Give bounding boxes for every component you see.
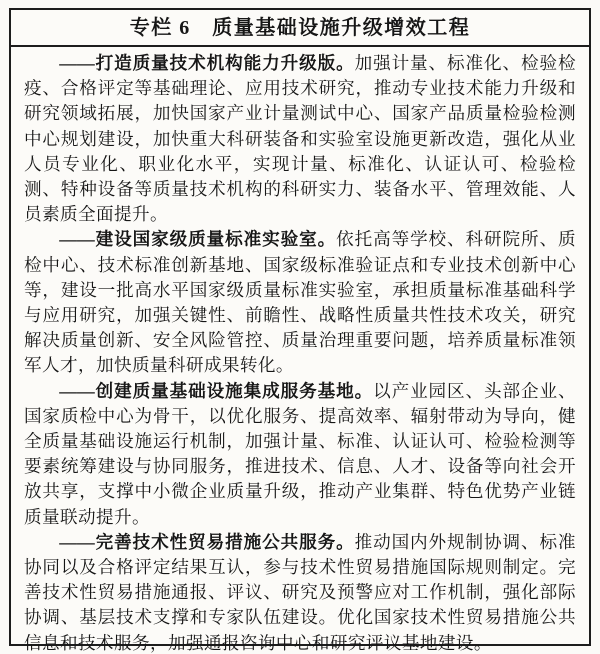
column-box: [9, 8, 591, 653]
paragraph-lead: ——建设国家级质量标准实验室。: [59, 229, 337, 250]
paragraph: [24, 379, 576, 530]
column-box-body: [11, 47, 589, 654]
paragraph: [24, 530, 576, 654]
paragraph: [24, 227, 576, 378]
paragraph: [24, 51, 576, 227]
paragraph-lead: ——创建质量基础设施集成服务基地。: [59, 380, 374, 401]
paragraph-lead: ——打造质量技术机构能力升级版。: [59, 53, 355, 73]
paragraph-text: 以产业园区、头部企业、国家质检中心为骨干，以优化服务、提高效率、辐射带动为导向，健全质量基础设施运行机制，加强计量、标准、认证认可、检验检测等要素统筹建设与协同服务，推进技术、信息、人才、设备等向社会开放共享，支撑中小微企业质量升级，推动产业集群、特色优势产业链质量联动提升。: [24, 380, 576, 527]
paragraph-text: 加强计量、标准化、检验检疫、合格评定等基础理论、应用技术研究，推动专业技术能力升级和研究领域拓展，加快国家产业计量测试中心、国家产品质量检验检测中心规划建设，加快重大科研装备和实验室设施更新改造，强化从业人员专业化、职业化水平，实现计量、标准化、认证认可、检验检测、特种设备等质量技术机构的科研实力、装备水平、管理效能、人员素质全面提升。: [24, 53, 576, 225]
paragraph-text: 依托高等学校、科研院所、质检中心、技术标准创新基地、国家级标准验证点和专业技术创新中心等，建设一批高水平国家级质量标准实验室，承担质量标准基础科学与应用研究，加强关键性、前瞻性、战略性质量共性技术攻关，研究解决质量创新、安全风险管控、质量治理重要问题，培养质量标准领军人才，加快质量科研成果转化。: [24, 229, 576, 376]
paragraph-text: 推动国内外规制协调、标准协同以及合格评定结果互认，参与技术性贸易措施国际规则制定。完善技术性贸易措施通报、评议、研究及预警应对工作机制，强化部际协调、基层技术支撑和专家队伍建设。优化国家技术性贸易措施公共信息和技术服务，加强通报咨询中心和研究评议基地建设。: [24, 531, 576, 653]
column-box-title: 专栏 6 质量基础设施升级增效工程: [11, 10, 589, 47]
paragraph-lead: ——完善技术性贸易措施公共服务。: [59, 531, 355, 552]
